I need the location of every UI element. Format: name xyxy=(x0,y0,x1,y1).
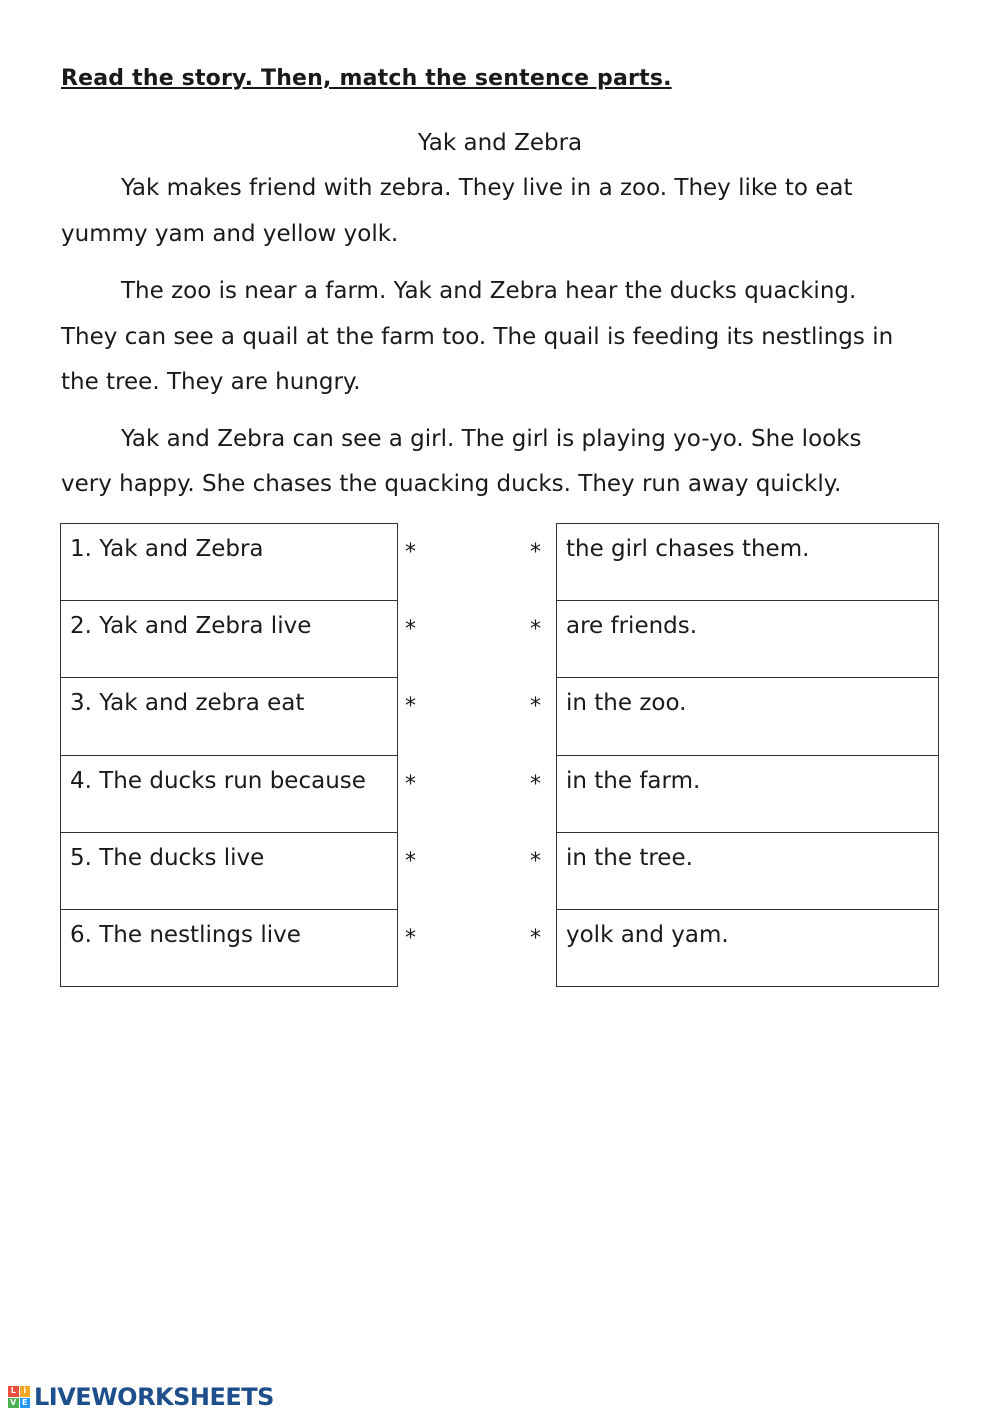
right-part-1: the girl chases them. xyxy=(557,524,938,601)
story-line: the tree. They are hungry. xyxy=(61,369,361,395)
right-sentence-parts xyxy=(556,523,939,987)
left-part-1: 1. Yak and Zebra xyxy=(61,524,397,601)
logo-mark-cell: i xyxy=(20,1386,31,1397)
left-match-dot-3[interactable]: * xyxy=(405,694,416,719)
left-part-6: 6. The nestlings live xyxy=(70,921,301,948)
right-part-5: in the tree. xyxy=(557,833,938,910)
left-match-dot-6[interactable]: * xyxy=(405,926,416,951)
logo-mark-cell: L xyxy=(8,1386,19,1397)
right-part-2: are friends. xyxy=(557,601,938,678)
left-match-dot-2[interactable]: * xyxy=(405,617,416,642)
right-match-dot-6[interactable]: * xyxy=(530,926,541,951)
instruction-heading: Read the story. Then, match the sentence parts. xyxy=(61,66,672,91)
left-part-5: 5. The ducks live xyxy=(61,833,397,910)
left-part-3: 3. Yak and zebra eat xyxy=(61,678,397,755)
right-match-dot-3[interactable]: * xyxy=(530,694,541,719)
left-sentence-parts xyxy=(60,523,398,987)
logo-mark-cell: E xyxy=(20,1398,31,1409)
right-part-6: yolk and yam. xyxy=(566,921,729,948)
story-line: very happy. She chases the quacking ducks. They run away quickly. xyxy=(61,471,842,497)
logo-mark-icon xyxy=(8,1386,30,1408)
right-match-dot-4[interactable]: * xyxy=(530,772,541,797)
story-line: The zoo is near a farm. Yak and Zebra hear the ducks quacking. xyxy=(121,278,857,304)
right-match-dot-5[interactable]: * xyxy=(530,849,541,874)
logo-mark-cell: V xyxy=(8,1398,19,1409)
story-line: They can see a quail at the farm too. The quail is feeding its nestlings in xyxy=(61,324,894,350)
liveworksheets-logo xyxy=(8,1383,274,1411)
left-match-dot-4[interactable]: * xyxy=(405,772,416,797)
story-line: Yak and Zebra can see a girl. The girl is playing yo-yo. She looks xyxy=(121,426,862,452)
story-line: yummy yam and yellow yolk. xyxy=(61,221,399,247)
left-match-dot-5[interactable]: * xyxy=(405,849,416,874)
left-part-4: 4. The ducks run because xyxy=(61,756,397,833)
story-line: Yak makes friend with zebra. They live in a zoo. They like to eat xyxy=(121,175,853,201)
right-match-dot-2[interactable]: * xyxy=(530,617,541,642)
left-match-dot-1[interactable]: * xyxy=(405,540,416,565)
logo-text: LIVEWORKSHEETS xyxy=(34,1383,274,1411)
story-title: Yak and Zebra xyxy=(417,130,583,156)
right-part-4: in the farm. xyxy=(557,756,938,833)
right-match-dot-1[interactable]: * xyxy=(530,540,541,565)
right-part-3: in the zoo. xyxy=(557,678,938,755)
left-part-2: 2. Yak and Zebra live xyxy=(61,601,397,678)
